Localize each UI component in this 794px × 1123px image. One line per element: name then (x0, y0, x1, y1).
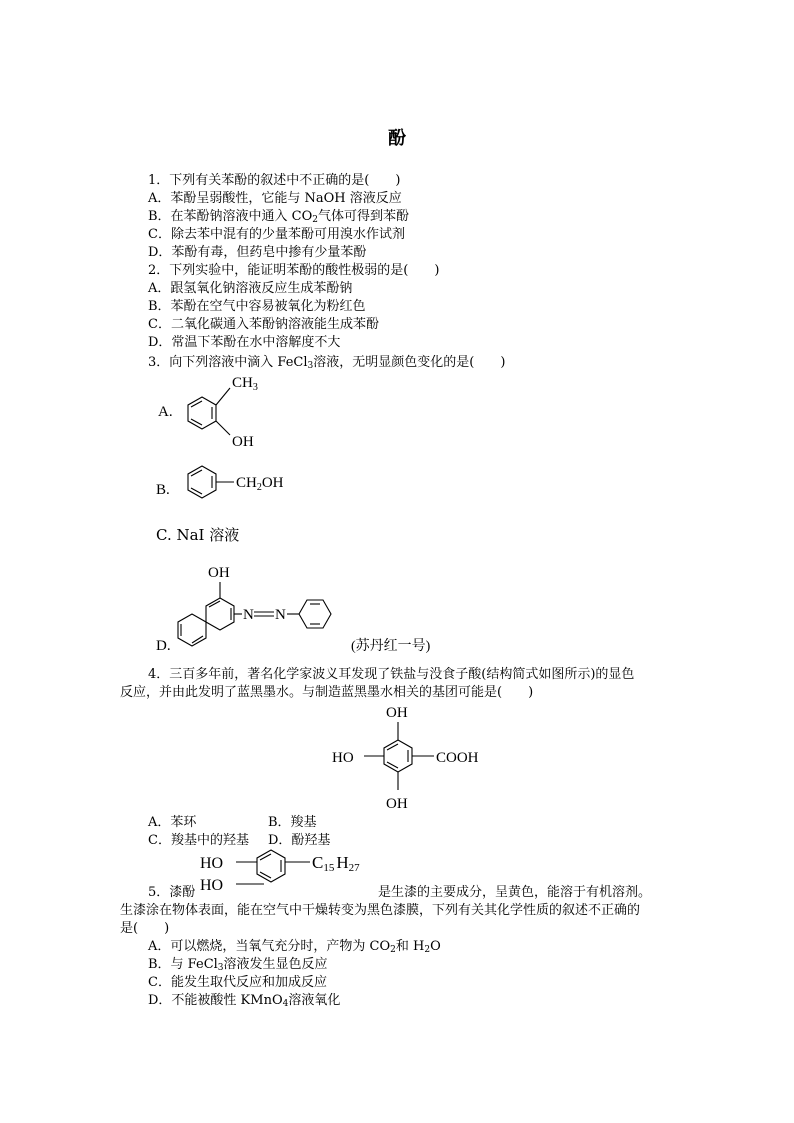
q3-option-a-label: A. (158, 404, 173, 420)
q4-gallic-acid-structure (330, 700, 500, 812)
q4-ho-left: HO (332, 750, 354, 766)
q3-option-d-label: D. (156, 638, 171, 654)
q1-option-d: D．苯酚有毒，但药皂中掺有少量苯酚 (148, 245, 367, 260)
q1-option-b (148, 208, 409, 226)
benzene-ring (188, 388, 230, 435)
q5-chain-h: H (336, 853, 349, 872)
q5-stem-post: 是生漆的主要成分，呈黄色，能溶于有机溶剂。 (378, 885, 652, 900)
q5-ho-bottom: HO (200, 877, 224, 894)
q3-option-d-n1: N (243, 607, 254, 623)
q5-option-b-pre: B．与 FeCl (148, 957, 218, 972)
q4-option-c: C．羧基中的羟基 (148, 833, 249, 848)
q4-oh-bottom: OH (386, 796, 408, 812)
q4-option-d: D．酚羟基 (268, 833, 331, 848)
q3-option-d-oh: OH (208, 565, 230, 581)
q1-stem: 1．下列有关苯酚的叙述中不正确的是( ) (148, 173, 401, 188)
q1-option-b-post: 气体可得到苯酚 (318, 209, 410, 224)
q2-option-b: B．苯酚在空气中容易被氧化为粉红色 (148, 299, 366, 314)
q5-option-a (148, 938, 441, 956)
svg-text:CH3 (232, 375, 258, 393)
q4-stem-line2: 反应，并由此发明了蓝黑墨水。与制造蓝黑墨水相关的基团可能是( ) (120, 685, 534, 700)
q5-option-b-post: 溶液发生显色反应 (223, 957, 328, 972)
q3-option-d-structure (150, 560, 470, 660)
q3-option-b-ch2: CH (236, 475, 257, 491)
q3-option-d-name: (苏丹红一号) (351, 639, 431, 654)
q3-option-a-structure (150, 370, 280, 460)
q5-option-d (148, 992, 340, 1010)
q5-stem-line2: 生漆涂在物体表面，能在空气中干燥转变为黑色漆膜，下列有关其化学性质的叙述不正确的 (120, 903, 641, 918)
q3-option-a-oh: OH (232, 434, 254, 450)
q5-option-b-sub: 3 (217, 963, 224, 973)
q5-option-c: C．能发生取代反应和加成反应 (148, 975, 327, 990)
q3-option-d-n2: N (275, 607, 286, 623)
q5-ho-top: HO (200, 855, 224, 872)
benzene-ring (364, 722, 434, 790)
q4-oh-top: OH (386, 705, 408, 721)
q5-chain-c-sub: 15 (323, 862, 335, 874)
q4-stem-line1: 4．三百多年前，著名化学家波义耳发现了铁盐与没食子酸(结构简式如图所示)的显色 (148, 667, 635, 682)
q2-option-c: C．二氧化碳通入苯酚钠溶液能生成苯酚 (148, 317, 379, 332)
benzene-ring (236, 850, 310, 884)
q5-option-a-post: O (430, 939, 441, 954)
svg-text:CH2OH (236, 475, 284, 493)
q3-option-b-structure (150, 462, 310, 502)
q5-option-a-sub1: 2 (390, 945, 396, 955)
q1-option-c: C．除去苯中混有的少量苯酚可用溴水作试剂 (148, 227, 405, 242)
q2-option-a: A．跟氢氧化钠溶液反应生成苯酚钠 (148, 281, 353, 296)
q2-option-d: D．常温下苯酚在水中溶解度不大 (148, 335, 341, 350)
q5-option-a-pre: A．可以燃烧，当氧气充分时，产物为 CO (148, 939, 391, 954)
q4-option-a: A．苯环 (148, 815, 197, 830)
q3-option-a-ch3: CH (232, 375, 253, 391)
q1-option-b-pre: B．在苯酚钠溶液中通入 CO (148, 209, 313, 224)
q5-option-d-sub: 4 (282, 999, 289, 1009)
q4-cooh: COOH (436, 750, 479, 766)
page-title: 酚 (388, 128, 406, 149)
q3-option-c: C. NaI 溶液 (156, 526, 240, 544)
benzene-ring (299, 600, 331, 628)
benzene-ring (188, 466, 234, 498)
q5-stem-pre: 5．漆酚 (148, 885, 196, 900)
q3-stem-post: 溶液，无明显颜色变化的是( ) (313, 355, 506, 370)
q1-option-a: A．苯酚呈弱酸性，它能与 NaOH 溶液反应 (148, 191, 402, 206)
q5-chain-c: C (312, 853, 324, 872)
q3-stem-pre: 3．向下列溶液中滴入 FeCl (148, 355, 308, 370)
q3-option-b-oh: OH (261, 475, 284, 491)
q5-option-a-mid: 和 H (395, 939, 425, 954)
q3-option-a-ch3-sub: 3 (252, 382, 258, 393)
q1-option-b-sub: 2 (312, 215, 319, 225)
q4-option-b: B．羧基 (268, 815, 317, 830)
q5-chain-h-sub: 27 (348, 862, 360, 874)
q2-stem: 2．下列实验中，能证明苯酚的酸性极弱的是( ) (148, 263, 440, 278)
svg-text:C15H27 (312, 853, 360, 874)
q5-option-b (148, 956, 328, 974)
q5-stem-line3: 是( ) (120, 921, 170, 936)
q5-option-d-post: 溶液氧化 (288, 993, 341, 1008)
q5-option-a-sub2: 2 (424, 945, 431, 955)
q3-option-b-label: B. (156, 482, 170, 498)
q3-option-b-ch2-sub: 2 (256, 482, 262, 493)
q5-option-d-pre: D．不能被酸性 KMnO (148, 993, 283, 1008)
q5-urushiol-structure (198, 848, 398, 898)
q3-stem-sub: 3 (307, 361, 314, 371)
